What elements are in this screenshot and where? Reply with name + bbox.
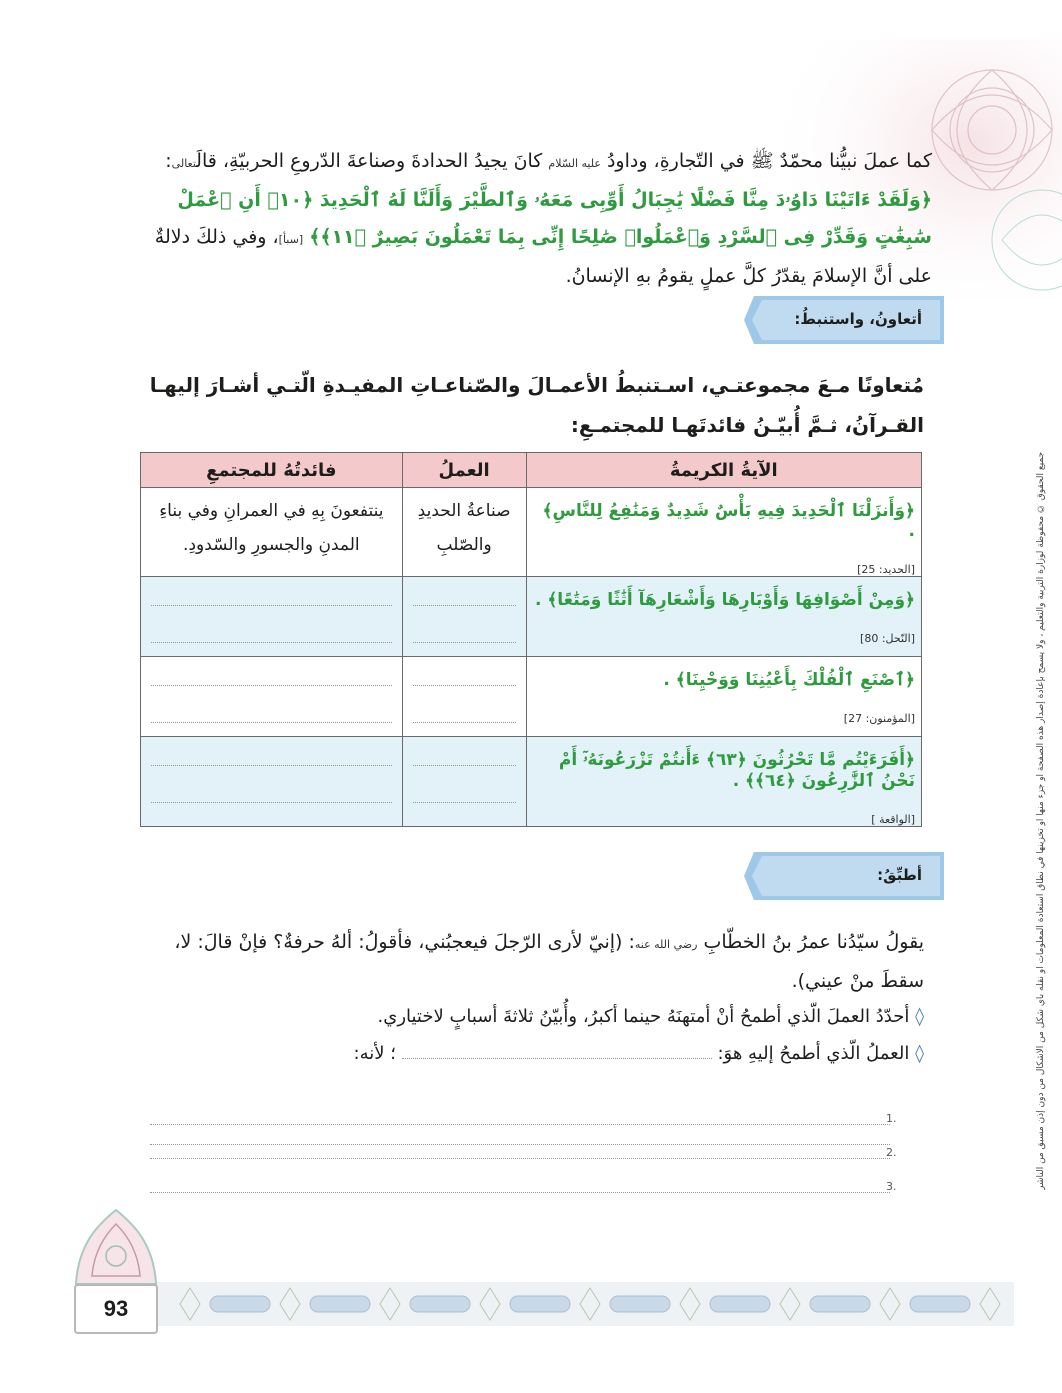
answer-blank[interactable] (151, 698, 392, 723)
omar-quote (134, 924, 924, 999)
row-ref: [النّحل: 80] (860, 632, 915, 645)
table-header-row (141, 453, 922, 488)
header-benefit: فائدتُهُ للمجتمعِ (141, 453, 403, 488)
answer-number: 2. (886, 1146, 897, 1159)
intro-surah-ref: [سبأ] (278, 233, 304, 246)
row-work: صناعةُ الحديدِ والصّلبِ (417, 501, 511, 555)
intro-paragraph (142, 143, 932, 295)
intro-taala: تعالى (171, 157, 197, 170)
answer-line-1[interactable] (150, 1106, 890, 1125)
bullet-text: أحدّدُ العملَ الّذي أطمحُ أنْ أمتهنَهُ حينما أكبرُ، وأُبيّنُ ثلاثةَ أسبابٍ لاختياري. (377, 1006, 910, 1027)
intro-tail: ، وفي ذلكَ دلالةٌ على أنَّ الإسلامَ يقدّرُ كلَّ عملٍ يقومُ بهِ الإنسانُ. (154, 226, 932, 287)
intro-colon: : (165, 150, 172, 172)
table-row (141, 737, 922, 827)
answer-number: 1. (886, 1112, 897, 1125)
task-bullets (134, 998, 924, 1072)
row-ayah: ﴿وَأَنزَلْنَا ٱلْحَدِيدَ فِيهِ بَأْسٌ شَدِيدٌ وَمَنَٰفِعُ لِلنَّاسِ﴾ . (542, 501, 915, 541)
bullet-item (134, 998, 924, 1035)
row-ref: [الواقعة ] (871, 813, 915, 826)
quote-part-a: يقولُ سيّدُنا عمرُ بنُ الخطّابِ (703, 931, 924, 953)
table-row (141, 657, 922, 737)
page-ornament-icon (66, 1206, 166, 1286)
ayah-works-table (140, 452, 922, 827)
answer-line-3[interactable] (150, 1174, 890, 1193)
row-ref: [الحديد: 25] (857, 563, 915, 576)
answer-blank[interactable] (413, 698, 516, 723)
quote-radhi: رضي الله عنه (634, 938, 698, 951)
bullet-text: العملُ الّذي أطمحُ إليهِ هوَ: (717, 1043, 910, 1064)
footer-decorative-band (150, 1282, 1014, 1326)
row-ayah: ﴿وَمِنْ أَصْوَافِهَا وَأَوْبَارِهَا وَأَشْعَارِهَآ أَثَٰثًا وَمَتَٰعًا﴾ . (534, 590, 915, 610)
answer-blank[interactable] (413, 581, 516, 606)
aspiration-blank[interactable] (402, 1044, 712, 1059)
row-benefit: ينتفعونَ بِهِ في العمرانِ وفي بناءِ المدنِ والجسورِ والسّدودِ. (159, 501, 384, 555)
quote-part-b: : (إنيّ لأرى الرّجلَ فيعجبُني، فأقولُ: ألهُ حرفةٌ؟ فإنْ قالَ: لا، سقطَ منْ عيني). (174, 931, 924, 992)
tab-apply: أطبِّقُ: (877, 866, 922, 884)
diamond-bullet-icon: ◊ (915, 1006, 924, 1027)
intro-alayhi: عليه السّلام (548, 157, 601, 170)
table-row (141, 577, 922, 657)
intro-text-1: كما عملَ نبيُّنا محمّدٌ ﷺ في التّجارةِ، وداودُ (606, 150, 932, 172)
header-work: العملُ (402, 453, 526, 488)
row-ayah: ﴿أَفَرَءَيْتُم مَّا تَحْرُثُونَ ﴿٦٣﴾ ءَأَنتُمْ تَزْرَعُونَهُۥٓ أَمْ نَحْنُ ٱلزَّٰرِعُونَ ﴿٦٤﴾﴾ . (558, 750, 915, 791)
answer-blank[interactable] (151, 581, 392, 606)
answer-number: 3. (886, 1180, 897, 1193)
row-ayah: ﴿ٱصْنَعِ ٱلْفُلْكَ بِأَعْيُنِنَا وَوَحْيِنَا﴾ . (663, 670, 915, 690)
activity-instruction: مُتعاونًا مـعَ مجموعتـي، اسـتنبطُ الأعمـالَ والصّناعـاتِ المفيـدةِ الّتـي أشـارَ إليهـا القـرآنُ، ثـمَّ أُبيّـنُ فائدتَهـا للمجتمـعِ: (149, 373, 924, 437)
intro-verse: ﴿وَلَقَدْ ءَاتَيْنَا دَاوُۥدَ مِنَّا فَضْلًا يَٰجِبَالُ أَوِّبِى مَعَهُۥ وَٱلطَّيْرَ وَأَلَنَّا لَهُ ٱلْحَدِيدَ ﴿١٠﴾ أَنِ ٱعْمَلْ سَٰبِغَٰتٍ وَقَدِّرْ فِى ٱلسَّرْدِ وَٱعْمَلُوا۟ صَٰلِحًا إِنِّى بِمَا تَعْمَلُونَ بَصِيرٌ ﴿١١﴾﴾ (177, 189, 932, 248)
diamond-bullet-icon: ◊ (915, 1043, 924, 1064)
answer-blank[interactable] (151, 778, 392, 803)
answer-blank[interactable] (413, 661, 516, 686)
intro-text-2: كانَ يجيدُ الحدادةَ وصناعةَ الدّروعِ الحربيّةِ، قالَ (196, 150, 543, 172)
bullet-item (134, 1035, 924, 1072)
table-row (141, 488, 922, 577)
answer-line-2[interactable] (150, 1140, 890, 1159)
answer-blank[interactable] (151, 661, 392, 686)
answer-blank[interactable] (413, 778, 516, 803)
header-ayah: الآيةُ الكريمةُ (526, 453, 921, 488)
answer-blank[interactable] (151, 741, 392, 766)
bullet-text-because: ؛ لأنه: (353, 1043, 396, 1064)
answer-blank[interactable] (151, 618, 392, 643)
copyright-side-note: جميع الحقوق © محفوظة لوزارة التربية والتعليم ، ولا يسمح بإعادة إصدار هذه الصفحة أو جزء منها أو تخزينها في نطاق استعادة المعلومات أو نقله بأي شكل من الأشكال من دون إذن مسبق من الناشر (1036, 451, 1046, 1190)
answer-blank[interactable] (413, 618, 516, 643)
tab-cooperate-deduce: أتعاونُ، واستنبطُ: (794, 310, 922, 328)
row-ref: [المؤمنون: 27] (843, 712, 915, 725)
page-number: 93 (74, 1284, 158, 1334)
answer-blank[interactable] (413, 741, 516, 766)
